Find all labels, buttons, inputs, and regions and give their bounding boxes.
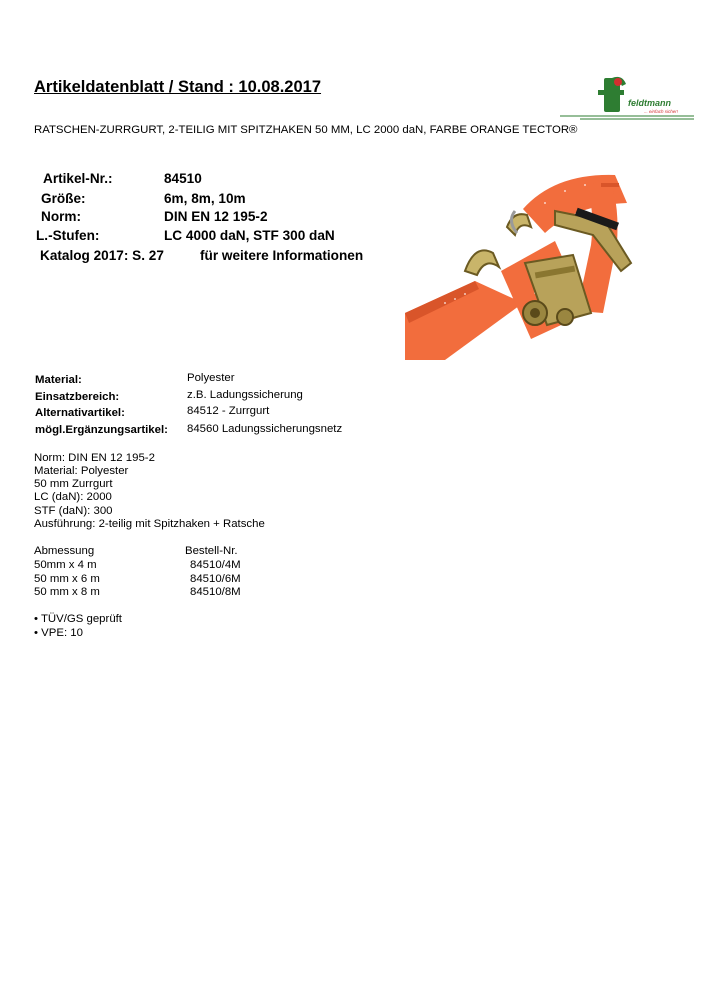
sizes-row-dimension: 50 mm x 6 m bbox=[34, 573, 100, 585]
sizes-row-dimension: 50 mm x 8 m bbox=[34, 586, 100, 598]
description-line: Material: Polyester bbox=[34, 465, 129, 477]
description-line: LC (daN): 2000 bbox=[34, 491, 112, 503]
logo-slogan: ... einfach sicher! bbox=[644, 109, 679, 114]
sizes-row-order-number: 84510/8M bbox=[190, 586, 241, 598]
description-line: 50 mm Zurrgurt bbox=[34, 478, 113, 490]
sizes-row-order-number: 84510/4M bbox=[190, 559, 241, 571]
sizes-header-dimension: Abmessung bbox=[34, 545, 95, 557]
attr-value-einsatzbereich: z.B. Ladungssicherung bbox=[187, 389, 303, 401]
bullet-item: • VPE: 10 bbox=[34, 627, 83, 639]
attr-label-ergaenzungsartikel: mögl.Ergänzungsartikel: bbox=[35, 424, 168, 436]
norm-label: Norm: bbox=[41, 209, 82, 224]
sizes-row-dimension: 50mm x 4 m bbox=[34, 559, 97, 571]
stufen-label: L.-Stufen: bbox=[36, 228, 100, 243]
groesse-label: Größe: bbox=[41, 191, 86, 206]
product-image bbox=[405, 163, 687, 360]
katalog-label: Katalog 2017: S. 27 bbox=[40, 248, 164, 263]
description-line: STF (daN): 300 bbox=[34, 505, 113, 517]
attr-label-einsatzbereich: Einsatzbereich: bbox=[35, 391, 120, 403]
logo-brand: feldtmann bbox=[628, 98, 672, 108]
attr-label-material: Material: bbox=[35, 374, 82, 386]
description-line: Ausführung: 2-teilig mit Spitzhaken + Ratsche bbox=[34, 518, 265, 530]
attr-value-material: Polyester bbox=[187, 372, 235, 384]
stufen-value: LC 4000 daN, STF 300 daN bbox=[164, 228, 335, 243]
artikel-value: 84510 bbox=[164, 171, 202, 186]
attr-value-ergaenzungsartikel: 84560 Ladungssicherungsnetz bbox=[187, 423, 343, 435]
artikel-label: Artikel-Nr.: bbox=[43, 171, 113, 186]
bullet-item: • TÜV/GS geprüft bbox=[34, 613, 122, 625]
groesse-value: 6m, 8m, 10m bbox=[164, 191, 246, 206]
feldtmann-logo bbox=[560, 72, 694, 122]
sizes-header-order-number: Bestell-Nr. bbox=[185, 545, 238, 557]
sizes-row-order-number: 84510/6M bbox=[190, 573, 241, 585]
attr-value-alternativartikel: 84512 - Zurrgurt bbox=[187, 405, 270, 417]
page-title: Artikeldatenblatt / Stand : 10.08.2017 bbox=[34, 78, 322, 96]
logo-mark-icon bbox=[598, 77, 626, 112]
attr-label-alternativartikel: Alternativartikel: bbox=[35, 407, 125, 419]
product-subtitle: RATSCHEN-ZURRGURT, 2-TEILIG MIT SPITZHAKEN 50 MM, LC 2000 daN, FARBE ORANGE TECTOR® bbox=[34, 124, 578, 136]
description-line: Norm: DIN EN 12 195-2 bbox=[34, 452, 155, 464]
katalog-value: für weitere Informationen bbox=[200, 248, 364, 263]
norm-value: DIN EN 12 195-2 bbox=[164, 209, 268, 224]
